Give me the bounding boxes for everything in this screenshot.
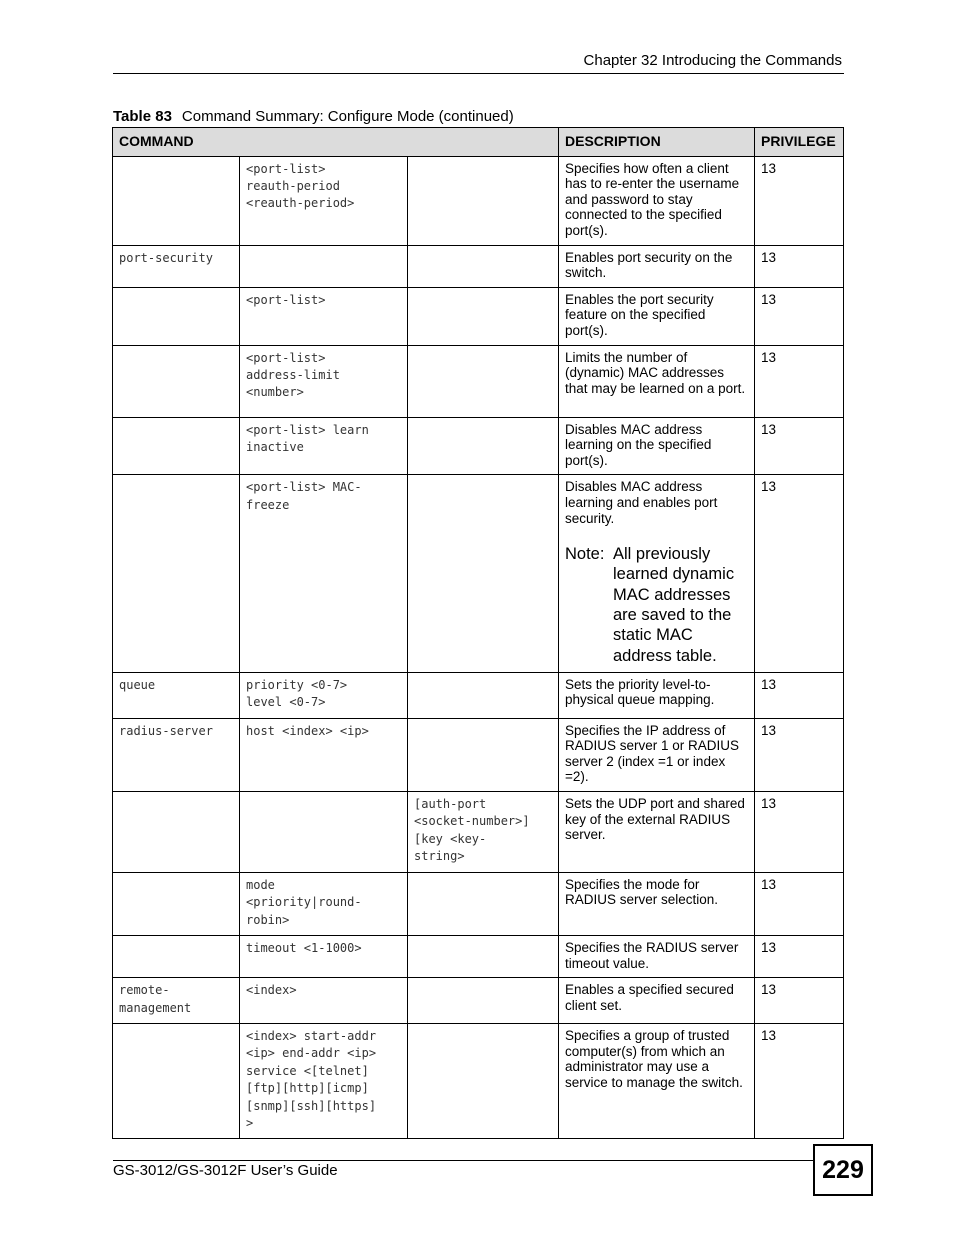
table-header-row [113, 128, 844, 157]
description-cell [559, 978, 755, 1024]
option-cell [408, 245, 559, 287]
command-cell [113, 345, 240, 417]
privilege-cell: 13 [755, 287, 844, 345]
description-text: Sets the priority level-to-physical queue mapping. [565, 676, 715, 708]
table-row [113, 417, 844, 475]
subcommand-cell: <port-list> [240, 287, 408, 345]
description-cell [559, 417, 755, 475]
table-row [113, 475, 844, 673]
command-cell [113, 156, 240, 245]
privilege-cell: 13 [755, 718, 844, 791]
command-cell [113, 935, 240, 977]
option-cell [408, 287, 559, 345]
header-privilege: PRIVILEGE [755, 128, 844, 157]
subcommand-cell: host <index> <ip> [240, 718, 408, 791]
command-cell [113, 475, 240, 673]
description-cell [559, 718, 755, 791]
description-cell [559, 872, 755, 935]
option-cell [408, 872, 559, 935]
description-text: Specifies a group of trusted computer(s) from which an administrator may use a service to manage the switch. [565, 1027, 743, 1090]
description-cell [559, 345, 755, 417]
subcommand-cell: priority <0-7> level <0-7> [240, 672, 408, 718]
description-text: Enables port security on the switch. [565, 249, 733, 281]
chapter-header: Chapter 32 Introducing the Commands [583, 52, 842, 69]
command-cell: queue [113, 672, 240, 718]
table-row [113, 672, 844, 718]
description-cell [559, 935, 755, 977]
option-cell [408, 1023, 559, 1138]
note-label: Note: [565, 545, 605, 564]
option-cell [408, 718, 559, 791]
table-row [113, 345, 844, 417]
table-row [113, 978, 844, 1024]
description-cell [559, 475, 755, 673]
command-cell: radius-server [113, 718, 240, 791]
privilege-cell: 13 [755, 345, 844, 417]
privilege-cell: 13 [755, 417, 844, 475]
header-rule [113, 73, 844, 74]
command-cell: port-security [113, 245, 240, 287]
privilege-cell: 13 [755, 245, 844, 287]
description-text: Disables MAC address learning and enables port security. [565, 479, 718, 526]
table-caption-label: Table 83 [113, 108, 172, 125]
description-cell [559, 156, 755, 245]
command-summary-table [112, 127, 844, 1139]
privilege-cell: 13 [755, 935, 844, 977]
table-row [113, 156, 844, 245]
page-number: 229 [813, 1144, 873, 1196]
privilege-cell: 13 [755, 792, 844, 873]
subcommand-cell [240, 792, 408, 873]
privilege-cell: 13 [755, 872, 844, 935]
table-row [113, 245, 844, 287]
option-cell [408, 417, 559, 475]
subcommand-cell: <index> start-addr <ip> end-addr <ip> service <[telnet] [ftp][http][icmp] [snmp][ssh][https] > [240, 1023, 408, 1138]
privilege-cell: 13 [755, 978, 844, 1024]
option-cell [408, 345, 559, 417]
privilege-cell: 13 [755, 475, 844, 673]
subcommand-cell: <port-list> MAC- freeze [240, 475, 408, 673]
description-text: Limits the number of (dynamic) MAC addresses that may be learned on a port. [565, 349, 746, 396]
description-text: Specifies the RADIUS server timeout value. [565, 939, 739, 971]
header-description: DESCRIPTION [559, 128, 755, 157]
description-text: Disables MAC address learning on the specified port(s). [565, 421, 712, 468]
description-cell [559, 1023, 755, 1138]
subcommand-cell: <port-list> reauth-period <reauth-period> [240, 156, 408, 245]
privilege-cell: 13 [755, 156, 844, 245]
privilege-cell: 13 [755, 1023, 844, 1138]
note-text: All previously learned dynamic MAC addresses are saved to the static MAC address table. [613, 545, 735, 665]
guide-title: GS-3012/GS-3012F User’s Guide [113, 1162, 338, 1179]
subcommand-cell: <index> [240, 978, 408, 1024]
command-cell [113, 792, 240, 873]
footer-rule [113, 1160, 813, 1161]
command-cell: remote- management [113, 978, 240, 1024]
description-text: Specifies how often a client has to re-enter the username and password to stay connected to the specified port(s). [565, 160, 740, 238]
note [565, 544, 748, 666]
option-cell [408, 156, 559, 245]
header-command: COMMAND [113, 128, 559, 157]
command-cell [113, 417, 240, 475]
description-cell [559, 792, 755, 873]
description-cell [559, 672, 755, 718]
table-row [113, 1023, 844, 1138]
command-cell [113, 1023, 240, 1138]
table-caption-text: Command Summary: Configure Mode (continued) [181, 108, 514, 125]
table-row [113, 718, 844, 791]
table-row [113, 792, 844, 873]
privilege-cell: 13 [755, 672, 844, 718]
table-caption [113, 108, 514, 125]
description-text: Specifies the mode for RADIUS server selection. [565, 876, 719, 908]
option-cell [408, 475, 559, 673]
option-cell [408, 978, 559, 1024]
subcommand-cell: <port-list> address-limit <number> [240, 345, 408, 417]
table-row [113, 872, 844, 935]
option-cell: [auth-port <socket-number>] [key <key- string> [408, 792, 559, 873]
subcommand-cell [240, 245, 408, 287]
subcommand-cell: <port-list> learn inactive [240, 417, 408, 475]
subcommand-cell: timeout <1-1000> [240, 935, 408, 977]
command-cell [113, 872, 240, 935]
table-row [113, 935, 844, 977]
description-cell [559, 287, 755, 345]
subcommand-cell: mode <priority|round- robin> [240, 872, 408, 935]
description-text: Enables a specified secured client set. [565, 982, 734, 1013]
command-cell [113, 287, 240, 345]
description-text: Enables the port security feature on the specified port(s). [565, 291, 714, 338]
description-cell [559, 245, 755, 287]
option-cell [408, 672, 559, 718]
description-text: Sets the UDP port and shared key of the external RADIUS server. [565, 796, 745, 843]
table-row [113, 287, 844, 345]
option-cell [408, 935, 559, 977]
description-text: Specifies the IP address of RADIUS server 1 or RADIUS server 2 (index =1 or index =2). [565, 722, 740, 785]
